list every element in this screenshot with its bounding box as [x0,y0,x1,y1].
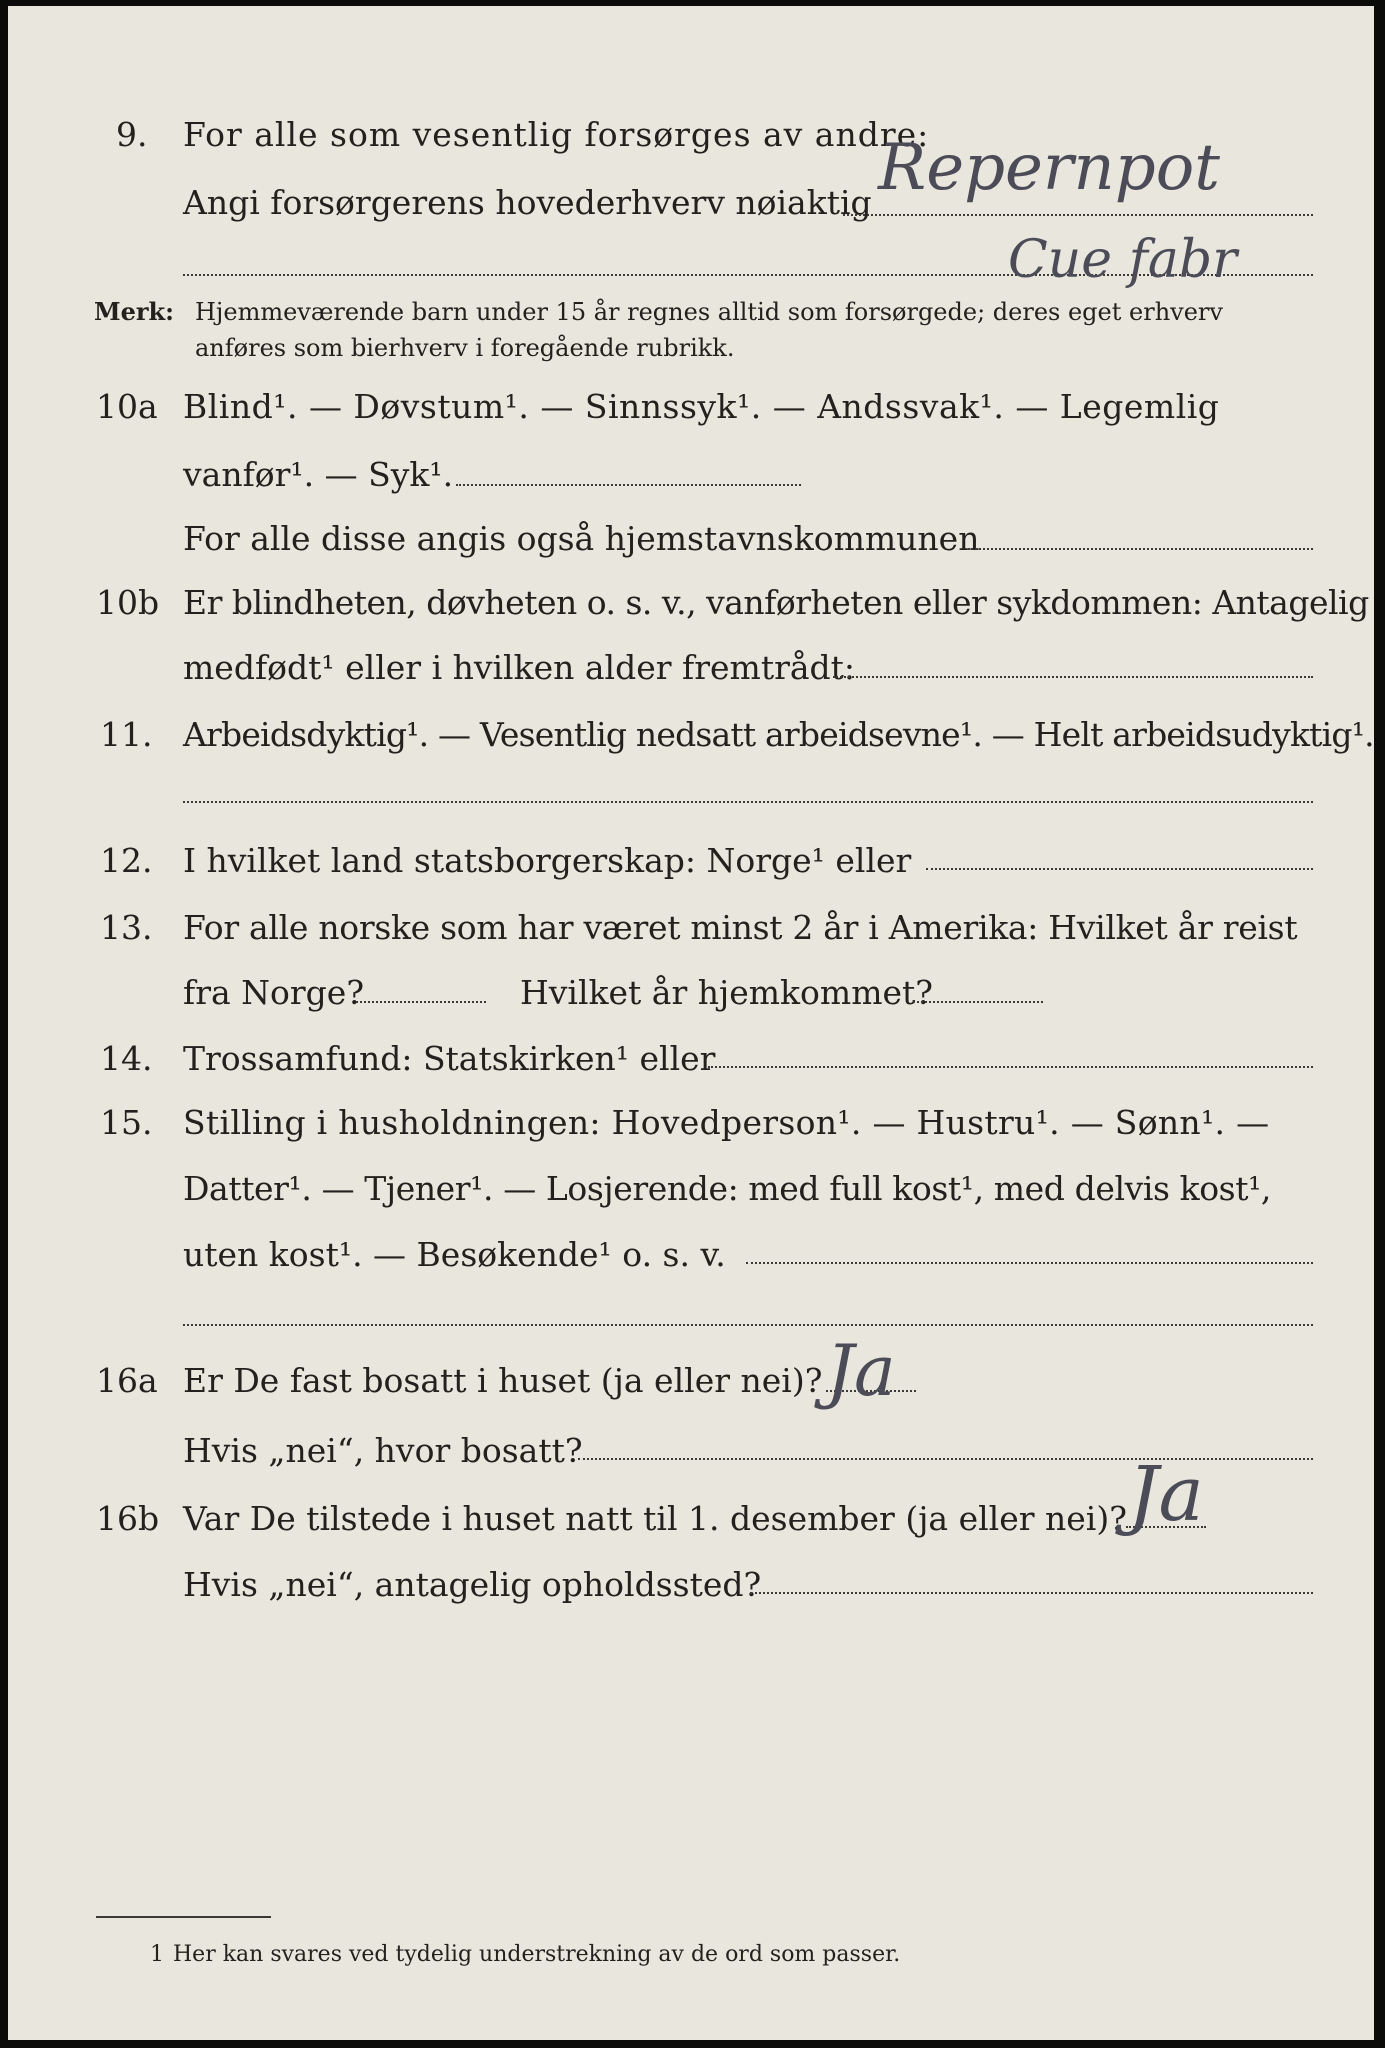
q10b-line1: Er blindheten, døvheten o. s. v., vanførheten eller sykdommen: Antagelig [183,583,1369,622]
q14-answer-line[interactable] [708,1066,1313,1068]
q10a-answer-line[interactable] [456,484,801,486]
q15-line3: uten kost¹. — Besøkende¹ o. s. v. [183,1235,726,1274]
q16b-line1: Var De tilstede i huset natt til 1. desember (ja eller nei)? [183,1499,1127,1538]
q15-number: 15. [100,1103,153,1142]
q16b-location-line[interactable] [750,1592,1313,1594]
q16a-line2: Hvis „nei“, hvor bosatt? [183,1431,583,1470]
footnote-rule [96,1916,271,1918]
q9-answer-line[interactable] [843,214,1313,216]
q14-number: 14. [100,1039,153,1078]
merk-line1: Hjemmeværende barn under 15 år regnes alltid som forsørgede; deres eget erhverv [195,298,1223,326]
q10b-answer-line[interactable] [833,676,1313,678]
q9-handwritten-answer-2: Cue fabr [1008,230,1237,290]
q9-line1: For alle som vesentlig forsørges av andre: [183,115,930,154]
q10a-line3: For alle disse angis også hjemstavnskommunen [183,519,980,558]
q16b-number: 16b [96,1499,160,1538]
q10b-number: 10b [96,583,160,622]
q9-number: 9. [116,115,148,154]
q10a-home-municipality-line[interactable] [968,548,1313,550]
q11-number: 11. [100,715,153,754]
q13-return-year-line[interactable] [913,1001,1043,1003]
q13-number: 13. [100,908,153,947]
q15-line1: Stilling i husholdningen: Hovedperson¹. — Hustru¹. — Sønn¹. — [183,1103,1270,1142]
q15-line2: Datter¹. — Tjener¹. — Losjerende: med full kost¹, med delvis kost¹, [183,1169,1271,1208]
q10a-number: 10a [96,387,158,426]
q13-departure-year-line[interactable] [356,1001,486,1003]
q16a-number: 16a [96,1361,158,1400]
q9-handwritten-answer-1: Repernpot [878,131,1220,205]
q12-line1: I hvilket land statsborgerskap: Norge¹ eller [183,841,912,880]
q10a-line2: vanfør¹. — Syk¹. [183,455,454,494]
q16b-handwritten-answer: Ja [1128,1449,1204,1538]
q13-line2a: fra Norge? [183,973,365,1012]
q10a-line1: Blind¹. — Døvstum¹. — Sinnssyk¹. — Andssvak¹. — Legemlig [183,387,1220,426]
q10b-line2: medfødt¹ eller i hvilken alder fremtrådt: [183,648,856,687]
merk-line2: anføres som bierhverv i foregående rubrikk. [195,334,735,362]
merk-label: Merk: [94,297,174,326]
q13-line2b: Hvilket år hjemkommet? [520,973,933,1012]
census-form-page [8,6,1374,2040]
footnote-text: Her kan svares ved tydelig understrekning av de ord som passer. [173,1942,901,1967]
q12-answer-line[interactable] [926,868,1313,870]
footnote-mark: 1 [150,1942,164,1967]
q15-answer-line[interactable] [746,1262,1313,1264]
q13-line1: For alle norske som har været minst 2 år i Amerika: Hvilket år reist [183,908,1298,947]
q11-answer-line[interactable] [183,801,1313,803]
q9-line2: Angi forsørgerens hovederhverv nøiaktig [183,183,872,222]
q11-line1: Arbeidsdyktig¹. — Vesentlig nedsatt arbeidsevne¹. — Helt arbeidsudyktig¹. [183,715,1374,754]
q14-line1: Trossamfund: Statskirken¹ eller [183,1039,716,1078]
q15-answer-line-2[interactable] [183,1324,1313,1326]
q12-number: 12. [100,841,153,880]
q16b-line2: Hvis „nei“, antagelig opholdssted? [183,1565,762,1604]
q16a-line1: Er De fast bosatt i huset (ja eller nei)? [183,1361,823,1400]
q16a-handwritten-answer: Ja [826,1330,896,1412]
